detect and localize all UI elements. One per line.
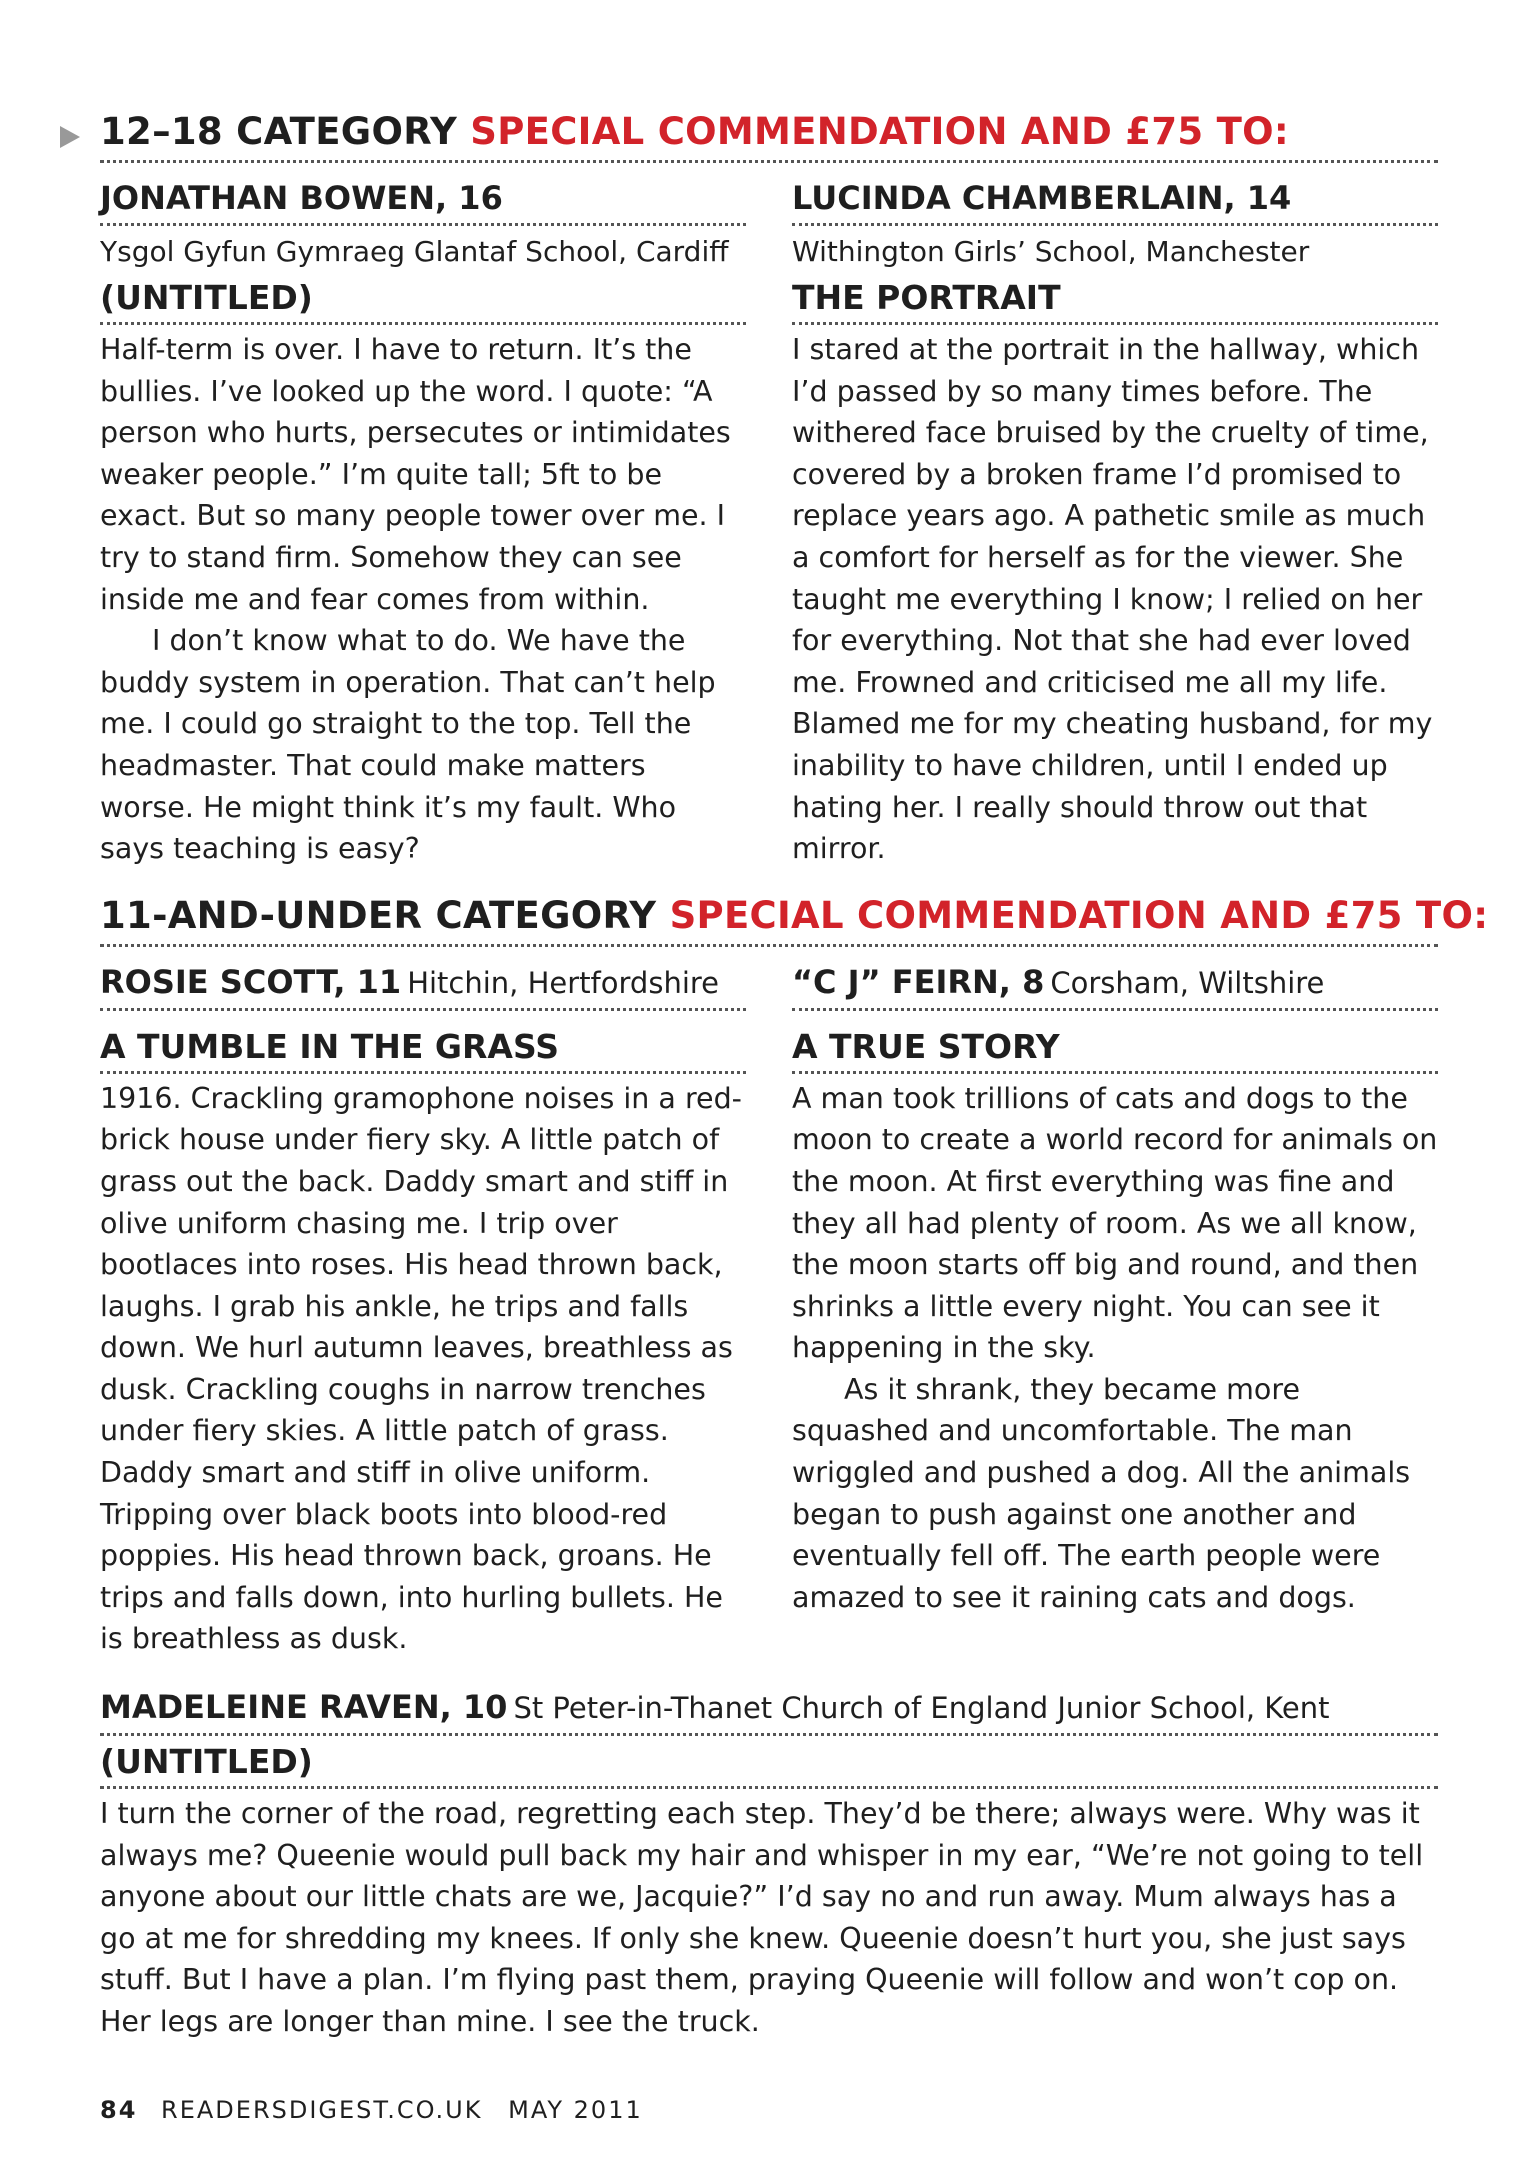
page-number: 84 (100, 2096, 138, 2124)
section-12-18-columns (100, 163, 1438, 870)
entrant-place: Hitchin, Hertfordshire (407, 965, 720, 1000)
entrant-name (100, 1684, 1438, 1736)
category-heading-12-18 (100, 108, 1438, 163)
entry-title: THE PORTRAIT (792, 276, 1438, 325)
entry-body (100, 1078, 746, 1660)
entry-rosie-scott (100, 947, 746, 1660)
category-label: 11-AND-UNDER CATEGORY (100, 893, 657, 937)
entry-lucinda-chamberlain (792, 163, 1438, 870)
entry-paragraph: As it shrank, they became more squashed and uncomfortable. The man wriggled and pushed a dog. All the animals began to push against one another and eventually fell off. The earth people were amazed to see it raining cats and dogs. (792, 1372, 1411, 1614)
entrant-name: JONATHAN BOWEN, 16 (100, 175, 746, 226)
entry-paragraph: A man took trillions of cats and dogs to the moon to create a world record for animals on the moon. At first everything was fine and they all had plenty of room. As we all know, the moon starts off big and round, and then shrinks a little every night. You can see it happening in the sky. (792, 1081, 1438, 1365)
entrant-name-text: ROSIE SCOTT, 11 (100, 962, 402, 1001)
entry-body (100, 1793, 1438, 2043)
entrant-name-text: “C J” FEIRN, 8 (792, 962, 1045, 1001)
entrant-name-text: MADELEINE RAVEN, 10 (100, 1688, 508, 1727)
entry-paragraph: Half-term is over. I have to return. It’s the bullies. I’ve looked up the word. I quote: “A person who hurts, persecutes or intimidates weaker people.” I’m quite tall; 5ft to be exact. But so many people tower over me. I try to stand firm. Somehow they can see inside me and fear comes from within. (100, 333, 731, 616)
entrant-name: LUCINDA CHAMBERLAIN, 14 (792, 175, 1438, 226)
entrant-school: Withington Girls’ School, Manchester (792, 235, 1310, 268)
entry-body (792, 329, 1438, 870)
entrant-place: St Peter-in-Thanet Church of England Junior School, Kent (513, 1691, 1330, 1726)
entrant-name (100, 959, 746, 1011)
entry-body (100, 329, 746, 870)
entry-title: (UNTITLED) (100, 1740, 1438, 1789)
entry-title: A TRUE STORY (792, 1025, 1438, 1074)
commendation-label: SPECIAL COMMENDATION AND £75 TO: (669, 893, 1489, 937)
category-heading-11-and-under (100, 892, 1489, 947)
entry-paragraph: 1916. Crackling gramophone noises in a red-brick house under fiery sky. A little patch of grass out the back. Daddy smart and stiff in olive uniform chasing me. I trip over bootlaces into roses. His head thrown back, laughs. I grab his ankle, he trips and falls down. We hurl autumn leaves, breathless as dusk. Crackling coughs in narrow trenches under fiery skies. A little patch of grass. Daddy smart and stiff in olive uniform. Tripping over black boots into blood-red poppies. His head thrown back, groans. He trips and falls down, into hurling bullets. He is breathless as dusk. (100, 1081, 742, 1656)
entry-cj-feirn (792, 947, 1438, 1660)
entrant-name (792, 959, 1438, 1011)
category-label: 12–18 CATEGORY (100, 110, 458, 153)
entry-body (792, 1078, 1438, 1619)
entry-madeleine-raven (100, 1684, 1438, 2043)
issue-date: MAY 2011 (508, 2096, 643, 2124)
entry-paragraph: I don’t know what to do. We have the buddy system in operation. That can’t help me. I could go straight to the top. Tell the headmaster. That could make matters worse. He might think it’s my fault. Who says teaching is easy? (100, 624, 716, 866)
section-11-under-columns (100, 947, 1438, 1660)
entry-paragraph: I turn the corner of the road, regretting each step. They’d be there; always were. Why was it always me? Queenie would pull back my hair and whisper in my ear, “We’re not going to tell anyone about our little chats are we, Jacquie?” I’d say no and run away. Mum always has a go at me for shredding my knees. If only she knew. Queenie doesn’t hurt you, she just says stuff. But I have a plan. I’m flying past them, praying Queenie will follow and won’t cop on. Her legs are longer than mine. I see the truck. (100, 1797, 1424, 2038)
commendation-label: SPECIAL COMMENDATION AND £75 TO: (470, 110, 1289, 153)
page (100, 108, 1489, 2043)
entrant-school: Ysgol Gyfun Gymraeg Glantaf School, Cardiff (100, 235, 729, 268)
entry-title: A TUMBLE IN THE GRASS (100, 1025, 746, 1074)
page-footer (100, 2096, 643, 2124)
entry-jonathan-bowen (100, 163, 746, 870)
entry-paragraph: I stared at the portrait in the hallway, which I’d passed by so many times before. The withered face bruised by the cruelty of time, covered by a broken frame I’d promised to replace years ago. A pathetic smile as much a comfort for herself as for the viewer. She taught me everything I know; I relied on her for everything. Not that she had ever loved me. Frowned and criticised me all my life. Blamed me for my cheating husband, for my inability to have children, until I ended up hating her. I really should throw out that mirror. (792, 333, 1433, 866)
triangle-marker-icon (60, 126, 80, 148)
entry-title: (UNTITLED) (100, 276, 746, 325)
entrant-place: Corsham, Wiltshire (1050, 965, 1325, 1000)
publication-url: READERSDIGEST.CO.UK (161, 2096, 483, 2124)
